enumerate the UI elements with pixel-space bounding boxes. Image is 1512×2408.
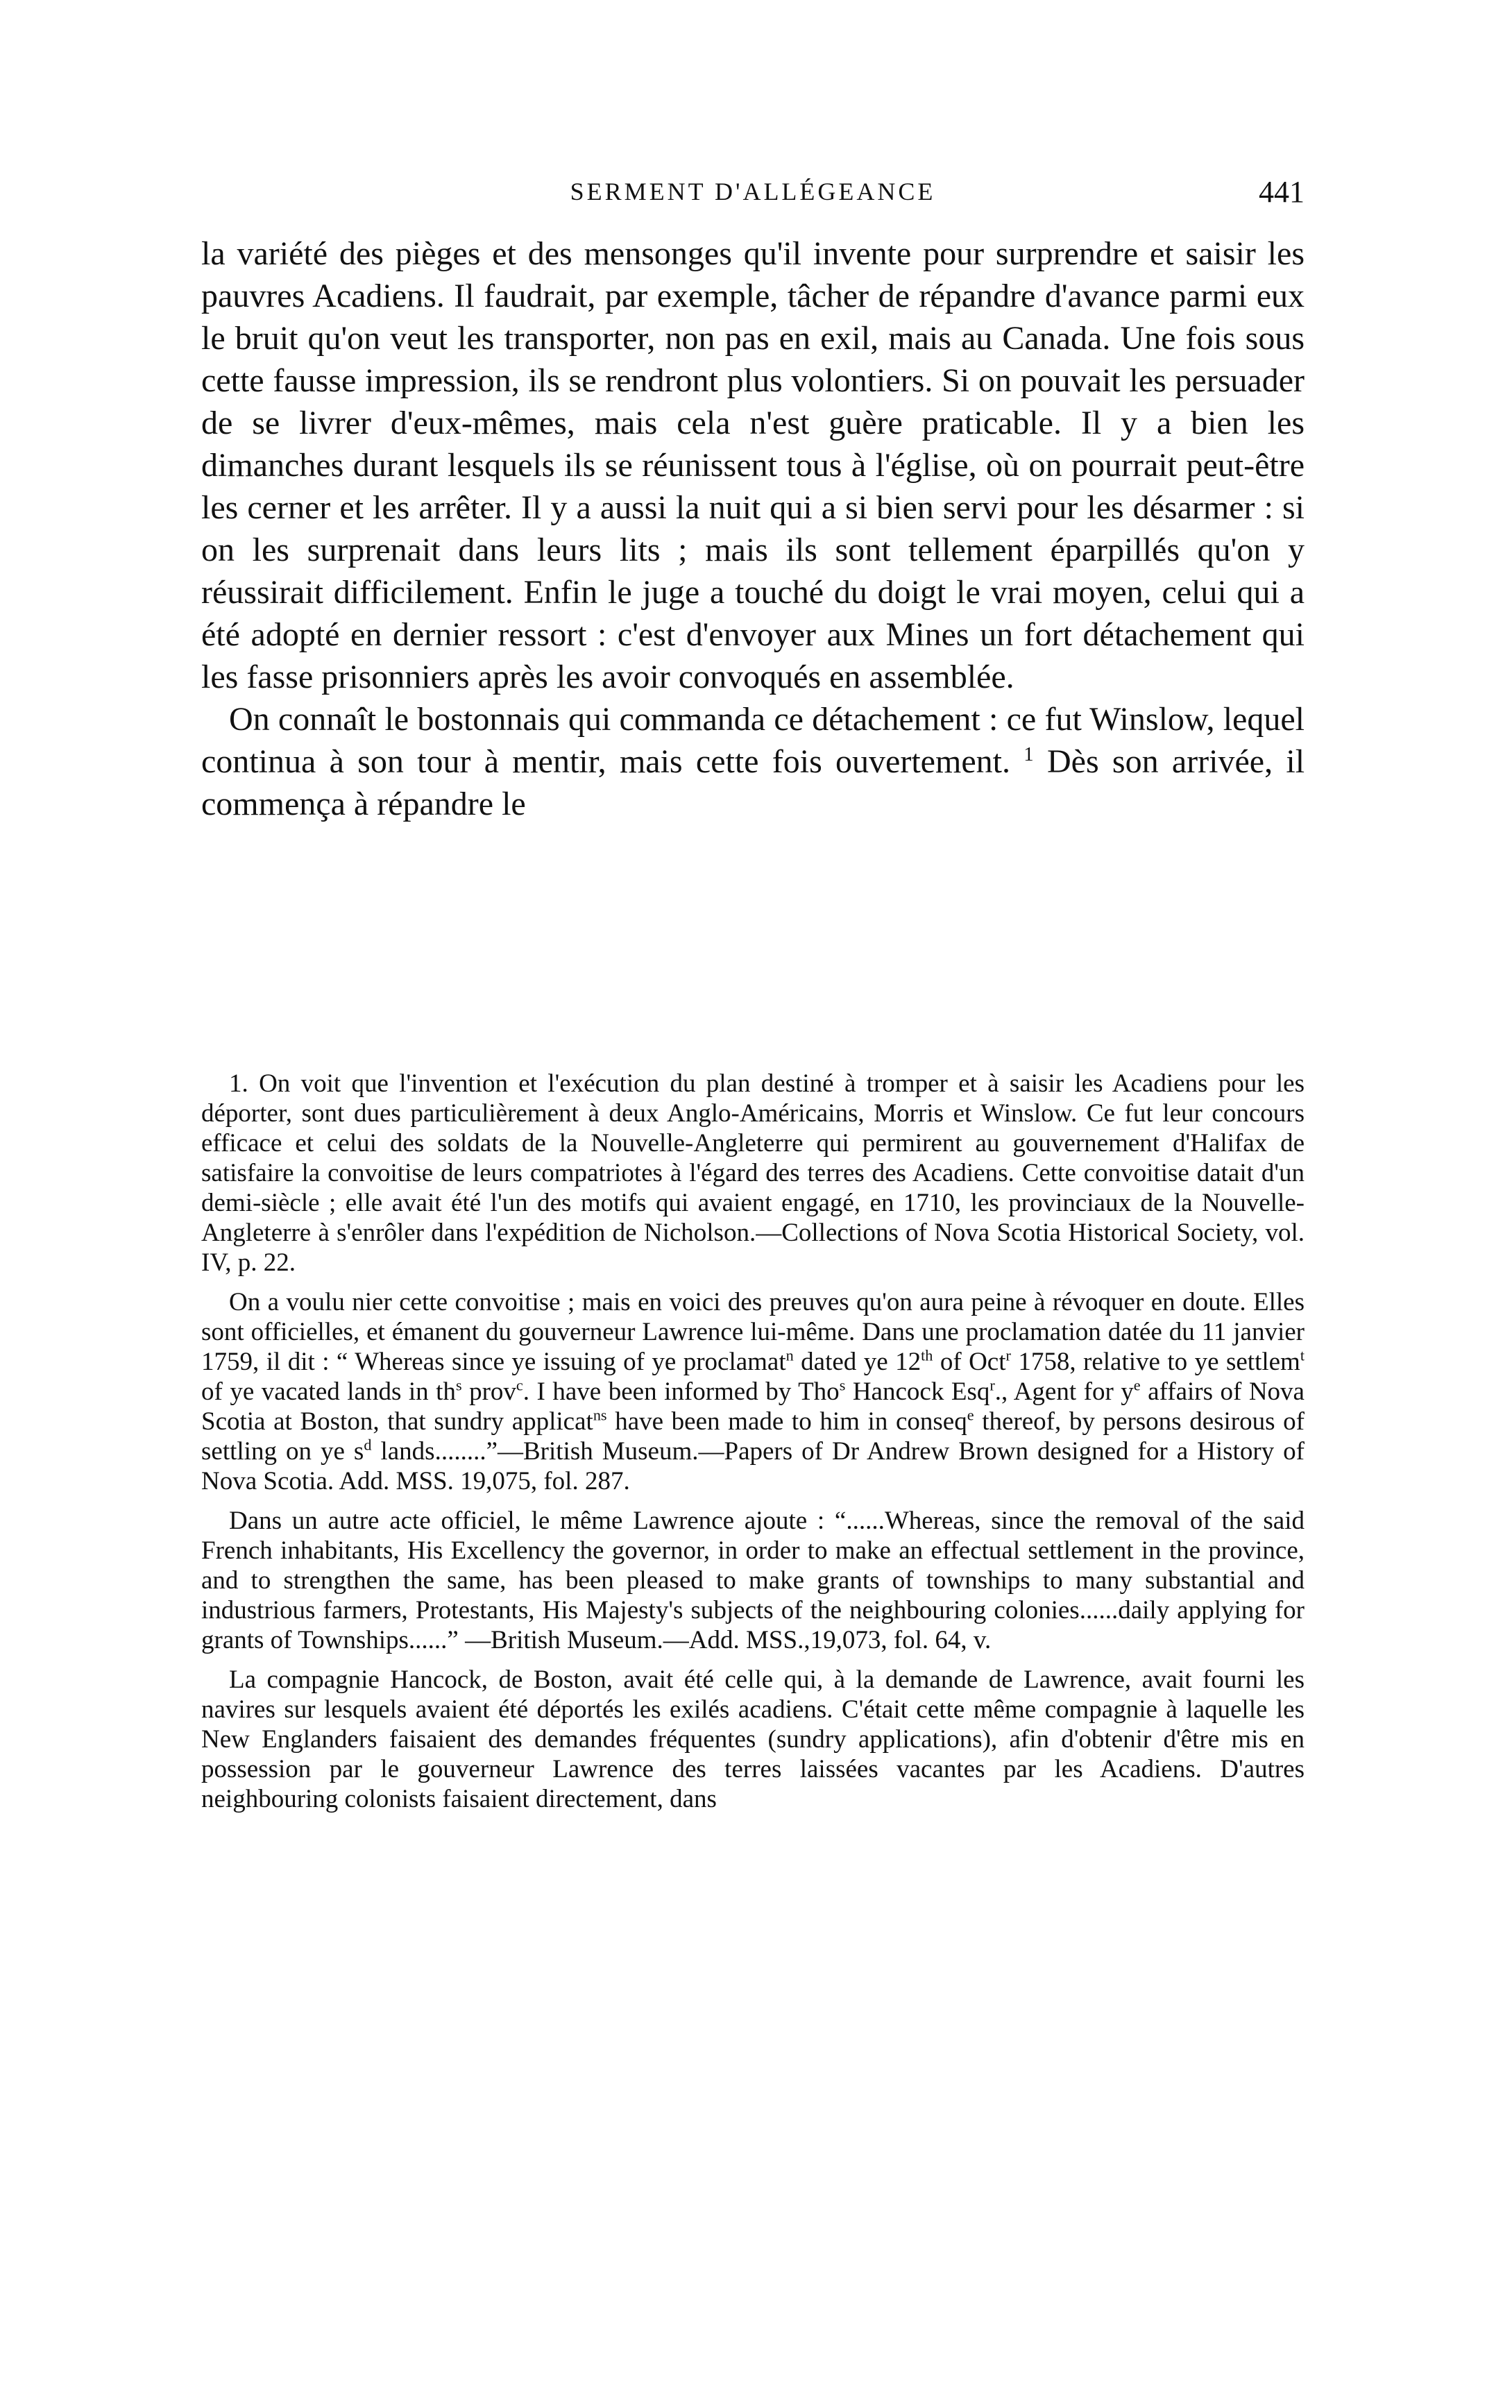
quote-part: of ye vacated lands in th bbox=[201, 1377, 456, 1406]
quote-superscript: e bbox=[1133, 1376, 1141, 1394]
quote-superscript: ns bbox=[593, 1406, 607, 1424]
running-title: SERMENT D'ALLÉGEANCE bbox=[570, 178, 936, 205]
footnote-1: 1. On voit que l'invention et l'exécution du plan destiné à tromper et à saisir les Acadiens pour les déporter, sont dues particulièrement à deux Anglo-Américains, Morris et Winslow. Ce fut leur concours efficace et celui des soldats de la Nouvelle-Angleterre qui permirent au gouvernement d'Halifax de satisfaire la convoitise de leurs compatriotes à l'égard des terres des Acadiens. Cette convoitise datait d'un demi-siècle ; elle avait été l'un des motifs qui avaient engagé, en 1710, les provinciaux de la Nouvelle-Angleterre à s'enrôler dans l'expédition de Nicholson.—Collections of Nova Scotia Historical Society, vol. IV, p. 22. bbox=[201, 1069, 1305, 1277]
footnote-paragraph-2 bbox=[201, 1287, 1305, 1496]
quote-superscript: th bbox=[921, 1346, 933, 1364]
quote-superscript: r bbox=[989, 1376, 995, 1394]
quoted-proclamation bbox=[201, 1348, 1305, 1495]
quote-part: dated ye 12 bbox=[793, 1348, 921, 1376]
footnotes bbox=[201, 1069, 1305, 1824]
quote-part: “ Whereas since ye issuing of ye proclamat bbox=[336, 1348, 786, 1376]
body-paragraph-2-start: On connaît le bostonnais qui commanda ce détachement : ce fut Winslow, lequel continua à son tour à mentir, mais cette fois ouvertement. bbox=[201, 701, 1305, 780]
quote-superscript: n bbox=[785, 1346, 794, 1364]
quote-superscript: s bbox=[455, 1376, 462, 1394]
quote-superscript: t bbox=[1300, 1346, 1305, 1364]
quote-superscript: e bbox=[967, 1406, 974, 1424]
quote-part: prov bbox=[461, 1377, 516, 1406]
page-number: 441 bbox=[1259, 175, 1305, 209]
body-paragraph-2-end: Dès son arrivée, il commença à répandre le bbox=[201, 743, 1305, 822]
quote-superscript: d bbox=[364, 1436, 372, 1454]
quote-part: thereof, by persons desirous of settling on ye s bbox=[201, 1407, 1305, 1466]
quote-part: ., Agent for y bbox=[994, 1377, 1134, 1406]
quote-part: lands........”—British Museum.—Papers of Dr Andrew Brown designed for a History of Nova Scotia. Add. MSS. 19,075, fol. 287. bbox=[201, 1437, 1305, 1495]
quote-part: Hancock Esq bbox=[845, 1377, 990, 1406]
quote-part: have been made to him in conseq bbox=[606, 1407, 967, 1436]
quote-superscript: r bbox=[1005, 1346, 1011, 1364]
footnote-paragraph-4: La compagnie Hancock, de Boston, avait été celle qui, à la demande de Lawrence, avait fourni les navires sur lesquels avaient été déportés les exilés acadiens. C'était cette même compagnie à laquelle les New Englanders faisaient des demandes fréquentes (sundry applications), afin d'obtenir d'être mis en possession par le gouverneur Lawrence des terres laissées vacantes par les Acadiens. D'autres neighbouring colonists faisaient directement, dans bbox=[201, 1665, 1305, 1813]
main-text bbox=[201, 232, 1305, 825]
body-paragraph-1: la variété des pièges et des mensonges qu'il invente pour surprendre et saisir les pauvres Acadiens. Il faudrait, par exemple, tâcher de répandre d'avance parmi eux le bruit qu'on veut les transporter, non pas en exil, mais au Canada. Une fois sous cette fausse impression, ils se rendront plus volontiers. Si on pouvait les persuader de se livrer d'eux-mêmes, mais cela n'est guère praticable. Il y a bien les dimanches durant lesquels ils se réunissent tous à l'église, où on pourrait peut-être les cerner et les arrêter. Il y a aussi la nuit qui a si bien servi pour les désarmer : si on les surprenait dans leurs lits ; mais ils sont tellement éparpillés qu'on y réussirait difficilement. Enfin le juge a touché du doigt le vrai moyen, celui qui a été adopté en dernier ressort : c'est d'envoyer aux Mines un fort détachement qui les fasse prisonniers après les avoir convoqués en assemblée. bbox=[201, 235, 1305, 695]
running-head bbox=[201, 177, 1305, 219]
quote-part: 1758, relative to ye settlem bbox=[1010, 1348, 1300, 1376]
quote-part: of Oct bbox=[933, 1348, 1006, 1376]
footnote-paragraph-3: Dans un autre acte officiel, le même Lawrence ajoute : “......Whereas, since the removal of the said French inhabitants, His Excellency the governor, in order to make an effectual settlement in the province, and to strengthen the same, has been pleased to make grants of townships to many substantial and industrious farmers, Protestants, His Majesty's subjects of the neighbouring colonies......daily applying for grants of Townships......” —British Museum.—Add. MSS.,19,073, fol. 64, v. bbox=[201, 1507, 1305, 1654]
quote-part: affairs of Nova Scotia at Boston, that sundry applicat bbox=[201, 1377, 1305, 1436]
footnote-reference: 1 bbox=[1023, 743, 1034, 765]
footnote-paragraph-2-intro: On a voulu nier cette convoitise ; mais en voici des preuves qu'on aura peine à révoquer en doute. Elles sont officielles, et émanent du gouverneur Lawrence lui-même. Dans une proclamation datée du 11 janvier 1759, il dit : bbox=[201, 1288, 1305, 1376]
quote-superscript: s bbox=[839, 1376, 846, 1394]
body-paragraph-2 bbox=[201, 698, 1305, 825]
quote-part: . I have been informed by Tho bbox=[523, 1377, 840, 1406]
quote-superscript: c bbox=[516, 1376, 523, 1394]
